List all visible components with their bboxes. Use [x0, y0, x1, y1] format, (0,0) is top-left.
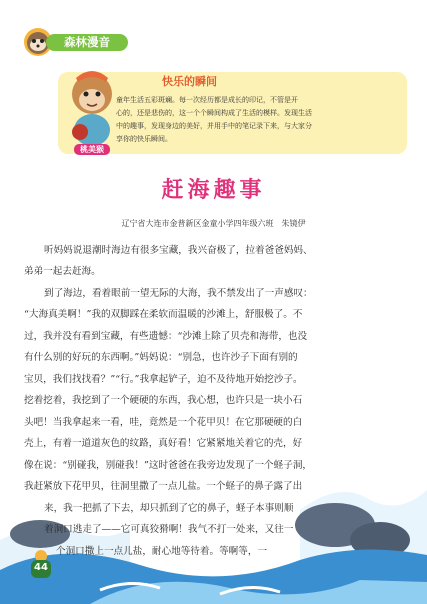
body-line: 到了海边，看着眼前一望无际的大海，我不禁发出了一声感叹： — [44, 288, 313, 299]
article-title: 赶海趣事 — [161, 177, 266, 203]
section-badge — [20, 30, 128, 54]
body-line: 宝贝，我们找找看？”“行。”我拿起铲子，迫不及待地开始挖沙子。 — [24, 374, 303, 385]
page-number: 44 — [34, 562, 48, 573]
body-line: 个洞口撒上一点儿盐，耐心地等待着。等啊等，一 — [56, 546, 268, 557]
body-line: 挖着挖着，我挖到了一个硬硬的东西，我心想，也许只是一块小石 — [24, 395, 303, 406]
panel-line: 享你的快乐瞬间。 — [116, 135, 172, 143]
body-line: 听妈妈说退潮时海边有很多宝藏，我兴奋极了，拉着爸爸妈妈、 — [44, 245, 313, 256]
body-line: 过，我并没有看到宝藏，有些遗憾：“沙滩上除了贝壳和海带，也没 — [24, 331, 308, 342]
body-line: 像在说：“别碰我，别碰我！”这时爸爸在我旁边发现了一个蛏子洞， — [24, 460, 313, 471]
body-line: 着洞口逃走了——它可真狡猾啊！我气不打一处来，又往一 — [44, 524, 294, 535]
body-line: 来，我一把抓了下去，却只抓到了它的鼻子，蛏子本事则顺 — [44, 503, 294, 514]
panel-line: 中的趣事，发现身边的美好，并用手中的笔记录下来，与大家分 — [116, 122, 312, 130]
body-line: 头吧！当我拿起来一看，哇，竟然是一个花甲贝！在它那硬硬的白 — [24, 417, 303, 428]
article-byline: 辽宁省大连市金普新区金童小学四年级六班 朱镜伊 — [121, 219, 306, 228]
body-line: “大海真美啊！”我的双脚踩在柔软而温暖的沙滩上，舒服极了。不 — [24, 309, 303, 320]
panel-line: 童年生活五彩斑斓。每一次经历都是成长的印记，不管是开 — [116, 96, 298, 104]
panel-title: 快乐的瞬间 — [162, 75, 217, 88]
ocean-waves-illustration — [0, 470, 427, 604]
monkey-mascot-icon — [62, 64, 122, 156]
badge-text: 森林漫音 — [64, 35, 110, 49]
body-line: 弟弟一起去赶海。 — [24, 266, 101, 277]
body-line: 壳上，有着一道道灰色的纹路，真好看！它紧紧地关着它的壳，好 — [24, 438, 303, 449]
body-line: 我赶紧放下花甲贝，往洞里撒了一点儿盐。一个蛏子的鼻子露了出 — [24, 481, 303, 492]
panel-line: 心的，还是悲伤的，这一个个瞬间构成了生活的模样。发现生活 — [116, 109, 312, 117]
body-line: 有什么别的好玩的东西啊。”妈妈说：“别急，也许沙子下面有别的 — [24, 352, 298, 363]
mascot-label: 桃美猴 — [80, 145, 104, 154]
badge-pill — [46, 34, 128, 51]
